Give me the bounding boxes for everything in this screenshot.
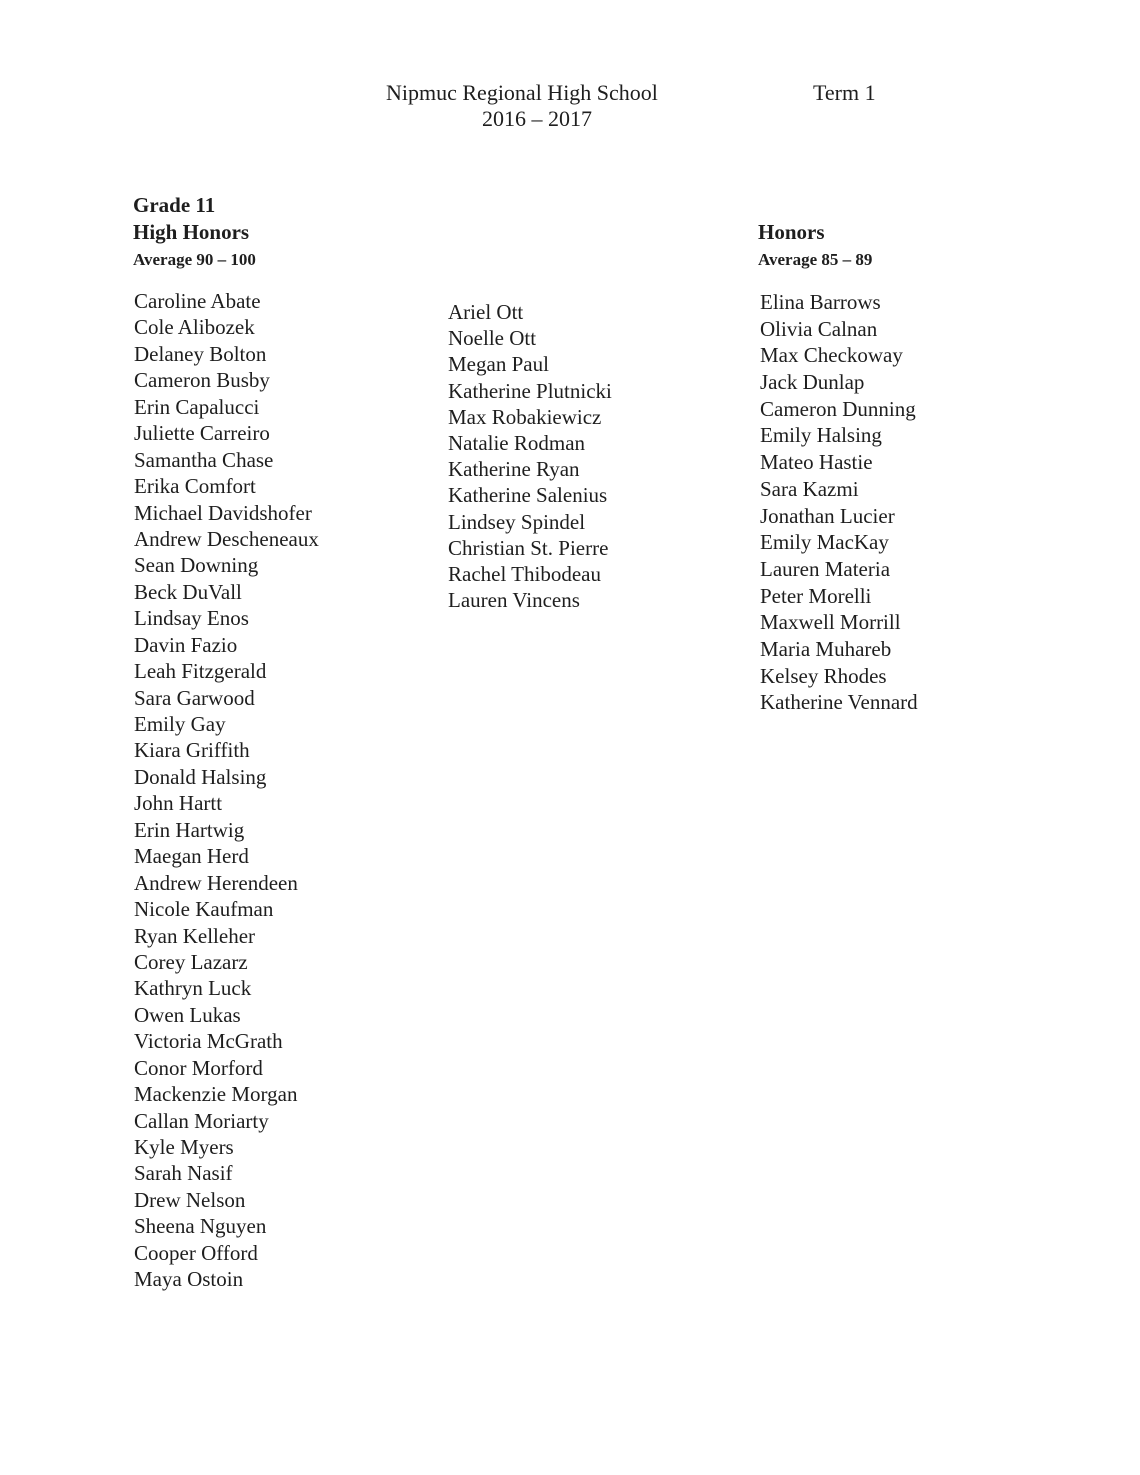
- student-name: Owen Lukas: [134, 1002, 241, 1027]
- student-name: Max Checkoway: [760, 343, 903, 368]
- student-name: Cameron Dunning: [760, 396, 916, 421]
- student-name: Caroline Abate: [134, 289, 261, 313]
- student-name: Katherine Plutnicki: [448, 378, 612, 403]
- student-name: Cole Alibozek: [134, 315, 255, 340]
- student-name: Maria Muhareb: [760, 636, 892, 661]
- high-honors-heading-block: [133, 192, 256, 273]
- student-name: Noelle Ott: [448, 326, 537, 351]
- student-name: Erika Comfort: [134, 474, 256, 499]
- student-name: Davin Fazio: [134, 632, 238, 657]
- honors-list: [760, 289, 918, 716]
- student-name: Ryan Kelleher: [134, 923, 256, 948]
- student-name: Maegan Herd: [134, 844, 249, 869]
- student-name: Sara Garwood: [134, 685, 255, 710]
- high-honors-title: High Honors: [133, 220, 250, 244]
- student-name: Sarah Nasif: [134, 1161, 233, 1186]
- high-honors-column-2: [448, 299, 612, 613]
- student-name: Maya Ostoin: [134, 1267, 244, 1292]
- student-name: Juliette Carreiro: [134, 421, 270, 446]
- student-name: Ariel Ott: [448, 300, 524, 324]
- student-name: Lauren Vincens: [448, 588, 580, 613]
- student-name: Leah Fitzgerald: [134, 659, 267, 684]
- student-name: Maxwell Morrill: [760, 610, 901, 635]
- student-name: Jack Dunlap: [760, 370, 865, 395]
- student-name: Beck DuVall: [134, 579, 242, 604]
- student-name: Lindsey Spindel: [448, 509, 586, 534]
- student-name: Andrew Herendeen: [134, 870, 298, 895]
- student-name: Mateo Hastie: [760, 450, 873, 475]
- student-name: John Hartt: [134, 791, 223, 816]
- student-name: Kyle Myers: [134, 1135, 234, 1159]
- high-honors-column-1: [134, 288, 319, 1293]
- student-name: Olivia Calnan: [760, 316, 878, 341]
- student-name: Lindsay Enos: [134, 606, 249, 631]
- student-name: Samantha Chase: [134, 447, 274, 472]
- student-name: Michael Davidshofer: [134, 500, 312, 525]
- student-name: Megan Paul: [448, 352, 549, 377]
- term-label: Term 1: [813, 80, 876, 105]
- student-name: Donald Halsing: [134, 764, 267, 789]
- student-name: Sean Downing: [134, 553, 259, 578]
- student-name: Natalie Rodman: [448, 430, 586, 455]
- student-name: Cameron Busby: [134, 368, 270, 393]
- student-name: Jonathan Lucier: [760, 503, 895, 528]
- high-honors-average: Average 90 – 100: [133, 250, 256, 269]
- student-name: Drew Nelson: [134, 1187, 246, 1212]
- honors-title: Honors: [758, 220, 825, 244]
- student-name: Kiara Griffith: [134, 738, 250, 763]
- student-name: Emily Gay: [134, 712, 226, 736]
- student-name: Erin Hartwig: [134, 817, 245, 842]
- student-name: Katherine Ryan: [448, 457, 580, 482]
- student-name: Andrew Descheneaux: [134, 526, 319, 551]
- grade-heading: Grade 11: [133, 193, 216, 217]
- student-name: Mackenzie Morgan: [134, 1082, 298, 1107]
- student-name: Emily Halsing: [760, 423, 882, 448]
- student-name: Rachel Thibodeau: [448, 561, 601, 586]
- student-name: Lauren Materia: [760, 556, 891, 581]
- school-year: 2016 – 2017: [482, 106, 592, 131]
- student-name: Elina Barrows: [760, 290, 881, 314]
- school-title: Nipmuc Regional High School: [386, 80, 658, 105]
- student-name: Emily MacKay: [760, 530, 889, 555]
- student-name: Callan Moriarty: [134, 1108, 269, 1133]
- honors-heading-block: [758, 219, 872, 273]
- student-name: Katherine Vennard: [760, 690, 918, 715]
- student-name: Kathryn Luck: [134, 976, 252, 1001]
- student-name: Conor Morford: [134, 1055, 263, 1080]
- student-name: Nicole Kaufman: [134, 897, 274, 922]
- student-name: Victoria McGrath: [134, 1029, 283, 1054]
- student-name: Katherine Salenius: [448, 483, 608, 508]
- student-name: Delaney Bolton: [134, 341, 267, 366]
- student-name: Kelsey Rhodes: [760, 663, 887, 688]
- student-name: Erin Capalucci: [134, 394, 260, 419]
- student-name: Sheena Nguyen: [134, 1214, 267, 1239]
- student-name: Max Robakiewicz: [448, 404, 602, 429]
- honors-average: Average 85 – 89: [758, 250, 873, 269]
- student-name: Christian St. Pierre: [448, 535, 609, 560]
- student-name: Cooper Offord: [134, 1240, 258, 1265]
- student-name: Peter Morelli: [760, 583, 872, 608]
- student-name: Sara Kazmi: [760, 476, 859, 501]
- student-name: Corey Lazarz: [134, 949, 248, 974]
